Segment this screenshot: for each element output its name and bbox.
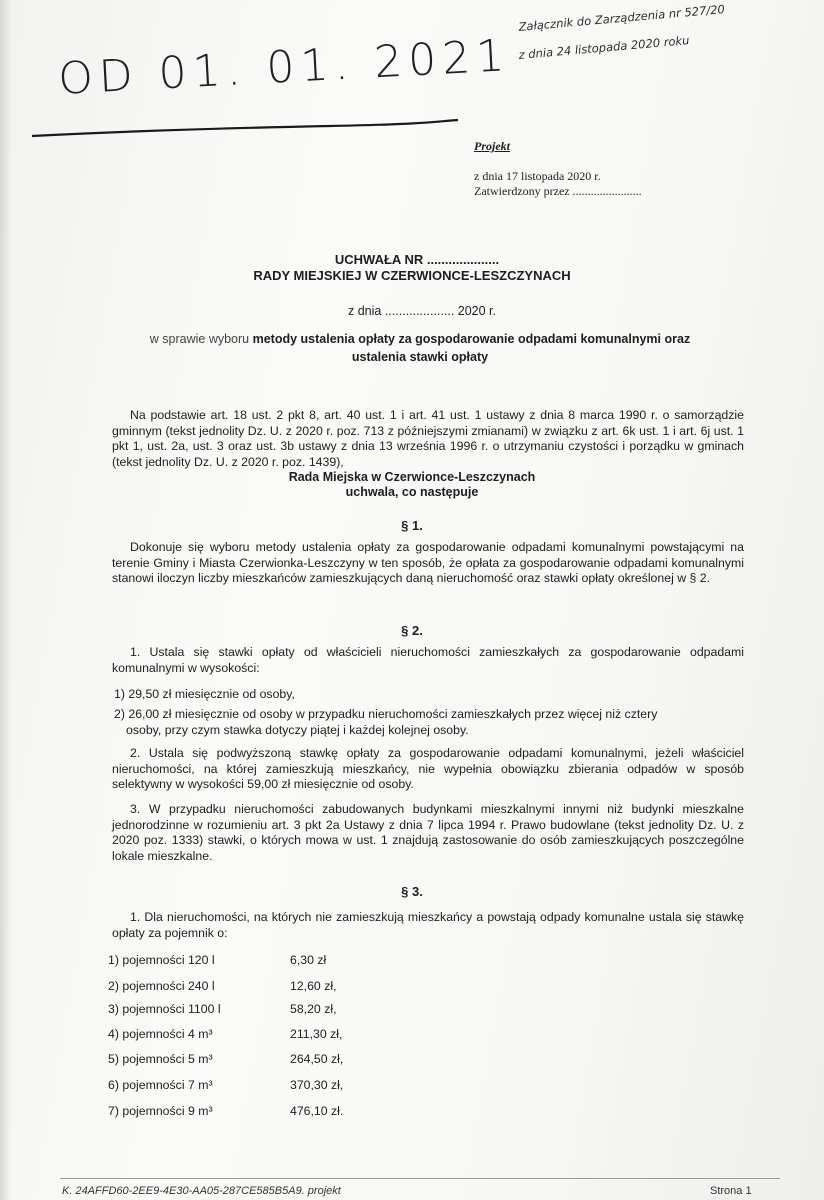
section-2-paragraph-3 [112, 802, 744, 864]
fee-container-size: 2) pojemności 240 l [108, 979, 215, 993]
fee-amount: 370,30 zł, [290, 1078, 344, 1092]
rate-item-2-line1: 2) 26,00 zł miesięcznie od osoby w przypadku nieruchomości zamieszkałych przez więcej niż cztery [114, 707, 658, 721]
footer-divider [60, 1178, 780, 1179]
fee-container-size: 6) pojemności 7 m³ [108, 1078, 213, 1092]
fee-row [108, 1027, 342, 1043]
footer-page-number: Strona 1 [710, 1185, 752, 1197]
fee-row [108, 1104, 343, 1120]
resolution-subject [125, 330, 715, 366]
fee-row [108, 1078, 343, 1094]
section-2-p3-text: 3. W przypadku nieruchomości zabudowanych budynkami mieszkalnymi innymi niż budynki mieszkalne jednorodzinne w rozumieniu art. 3 pkt 2a Ustawy z dnia 7 lipca 1994 r. Prawo budowlane (tekst jednolity Dz. U. z 2020 poz. 1333) stawki, o których mowa w ust. 1 znajdują zastosowanie do osób zamieszkujących poszczególne lokale mieszkalne. [112, 802, 744, 863]
fee-row [108, 1002, 337, 1018]
handwritten-annex-note-line1: Załącznik do Zarządzenia nr 527/20 [518, 1, 726, 34]
subject-prefix: w sprawie wyboru [149, 332, 250, 346]
fee-container-size: 1) pojemności 120 l [108, 953, 215, 967]
legal-basis-paragraph [112, 408, 744, 470]
rate-item-1: 1) 29,50 zł miesięcznie od osoby, [114, 687, 295, 701]
legal-basis-text: Na podstawie art. 18 ust. 2 pkt 8, art. 40 ust. 1 i art. 41 ust. 1 ustawy z dnia 8 marca 1990 r. o samorządzie gminnym (tekst jednolity Dz. U. z 2020 r. poz. 713 z późniejszymi zmianami) w związku z art. 6k ust. 1 i art. 6j ust. 1 pkt 1, ust. 2a, ust. 3 oraz ust. 3b ustawy z dnia 13 września 1996 r. o utrzymaniu czystości i porządku w gminach (tekst jednolity Dz. U. z 2020 r. poz. 1439), [112, 408, 744, 469]
fee-row [108, 953, 326, 969]
section-1-text: Dokonuje się wyboru metody ustalenia opłaty za gospodarowanie odpadami komunalnymi powstającymi na terenie Gminy i Miasta Czerwionka-Leszczyny w ten sposób, że opłata za gospodarowanie odpadami komunalnymi stanowi iloczyn liczby mieszkańców zamieszkujących daną nieruchomość oraz stawki opłaty określonej w § 2. [112, 540, 744, 585]
fee-container-size: 7) pojemności 9 m³ [108, 1104, 213, 1118]
section-1-heading: § 1. [401, 518, 423, 533]
fee-container-size: 5) pojemności 5 m³ [108, 1052, 213, 1066]
footer-document-id: K. 24AFFD60-2EE9-4E30-AA05-287CE585B5A9. projekt [62, 1185, 341, 1197]
subject-text-line2: ustalenia stawki opłaty [351, 350, 489, 364]
fee-amount: 211,30 zł, [290, 1027, 343, 1041]
handwritten-annex-note-line2: z dnia 24 listopada 2020 roku [518, 33, 690, 62]
approved-by: Zatwierdzony przez ....................... [474, 184, 642, 198]
council-resolves-line1: Rada Miejska w Czerwionce-Leszczynach [288, 470, 536, 484]
section-3-heading: § 3. [401, 884, 423, 899]
draft-label: Projekt [474, 139, 510, 153]
fee-amount: 476,10 zł. [290, 1104, 344, 1118]
section-3-paragraph-1 [112, 910, 744, 941]
resolution-date: z dnia .................... 2020 r. [348, 304, 496, 318]
fee-container-size: 3) pojemności 1100 l [108, 1002, 221, 1016]
fee-amount: 264,50 zł, [290, 1052, 344, 1066]
section-2-heading: § 2. [401, 623, 423, 638]
fee-row [108, 1052, 343, 1068]
section-2-p1-text: 1. Ustala się stawki opłaty od właścicieli nieruchomości zamieszkałych za gospodarowanie odpadami komunalnymi w wysokości: [112, 645, 744, 675]
council-resolves-line2: uchwala, co następuje [345, 485, 479, 499]
fee-amount: 58,20 zł, [290, 1002, 337, 1016]
council-name: RADY MIEJSKIEJ W CZERWIONCE-LESZCZYNACH [253, 268, 571, 283]
section-1-paragraph [112, 540, 744, 587]
fee-container-size: 4) pojemności 4 m³ [108, 1027, 213, 1041]
fee-row [108, 979, 337, 995]
rate-item-2 [114, 706, 734, 738]
handwritten-underline [30, 108, 460, 138]
fee-amount: 6,30 zł [290, 953, 327, 967]
fee-amount: 12,60 zł, [290, 979, 337, 993]
page-edge-shadow [0, 0, 12, 1200]
rate-item-2-line2: osoby, przy czym stawka dotyczy piątej i każdej kolejnej osoby. [126, 723, 469, 737]
section-2-paragraph-1 [112, 645, 744, 676]
resolution-number: UCHWAŁA NR .................... [334, 252, 500, 267]
section-3-p1-text: 1. Dla nieruchomości, na których nie zamieszkują mieszkańcy a powstają odpady komunalne ustala się stawkę opłaty za pojemnik o: [112, 910, 744, 940]
draft-date: z dnia 17 listopada 2020 r. [474, 169, 601, 183]
section-2-paragraph-2 [112, 746, 744, 793]
handwritten-effective-date: OD 01. 01. 2021 [56, 30, 512, 105]
subject-text: metody ustalenia opłaty za gospodarowanie odpadami komunalnymi oraz [252, 332, 691, 346]
section-2-p2-text: 2. Ustala się podwyższoną stawkę opłaty za gospodarowanie odpadami komunalnymi, jeżeli właściciel nieruchomości, na której zamieszkują mieszkańcy, nie wypełnia obowiązku zbierania odpadów w sposób selektywny w wysokości 59,00 zł miesięcznie od osoby. [112, 746, 744, 791]
